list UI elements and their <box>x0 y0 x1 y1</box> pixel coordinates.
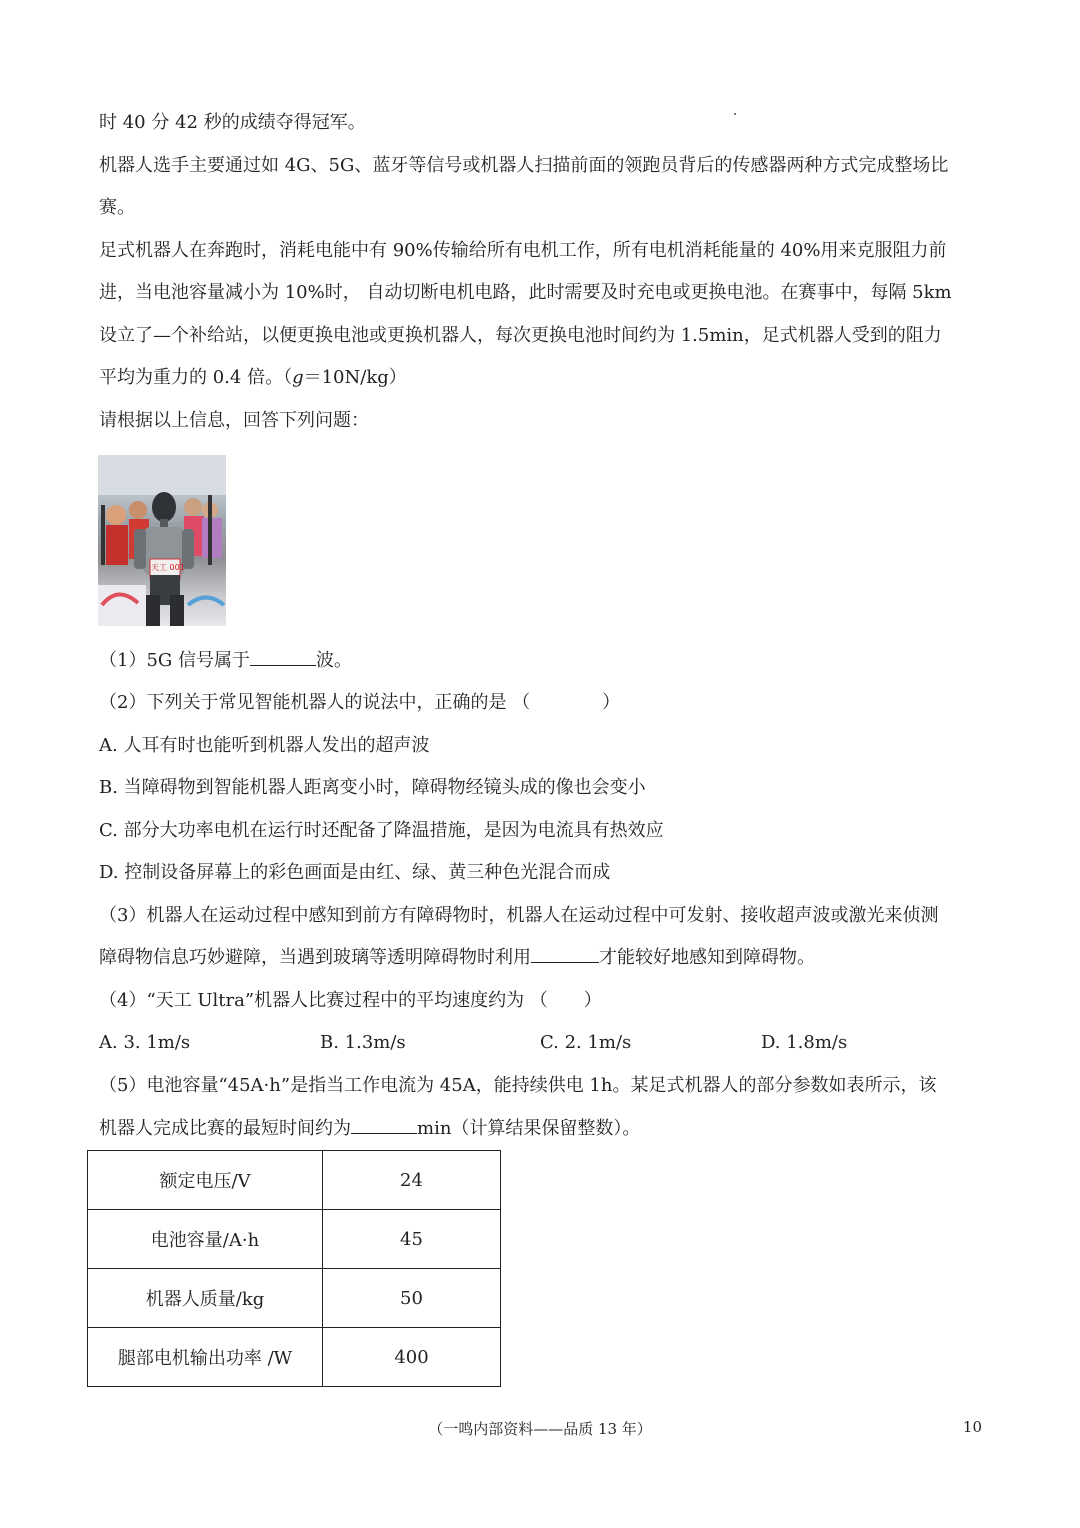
q3-answer-blank[interactable] <box>531 942 599 963</box>
q4-option-c[interactable]: C. 2. 1m/s <box>540 1032 632 1053</box>
q1-text: （1）5G 信号属于 <box>99 650 251 671</box>
table-row <box>88 1328 501 1387</box>
page-footer <box>0 1414 1080 1444</box>
robot-bib-number: 天工 001 <box>151 563 185 572</box>
table-row <box>88 1269 501 1328</box>
q1-answer-blank[interactable] <box>250 645 316 666</box>
q1-suffix: 波。 <box>316 650 353 671</box>
q2-option-d[interactable]: D. 控制设备屏幕上的彩色画面是由红、绿、黄三种色光混合而成 <box>99 862 611 883</box>
question-5-line-1: （5）电池容量“45A·h”是指当工作电流为 45A，能持续供电 1h。某足式机器人的部分参数如表所示，该 <box>99 1075 937 1096</box>
question-5-line-2 <box>99 1108 982 1151</box>
table-value: 400 <box>323 1328 501 1387</box>
q4-option-a[interactable]: A. 3. 1m/s <box>99 1032 191 1053</box>
q2-option-c[interactable]: C. 部分大功率电机在运行时还配备了降温措施，是因为电流具有热效应 <box>99 820 664 841</box>
prompt-line: 请根据以上信息，回答下列问题： <box>99 410 369 431</box>
question-3-line-2 <box>99 937 982 980</box>
table-label: 额定电压/V <box>88 1151 323 1210</box>
intro-line-7 <box>99 357 982 400</box>
q2-option-a[interactable]: A. 人耳有时也能听到机器人发出的超声波 <box>99 735 430 756</box>
question-4-stem: （4）“天工 Ultra”机器人比赛过程中的平均速度约为 （ ） <box>99 990 602 1011</box>
q4-options <box>99 1022 982 1064</box>
q3-text: 障碍物信息巧妙避障，当遇到玻璃等透明障碍物时利用 <box>99 947 531 968</box>
question-2-stem: （2）下列关于常见智能机器人的说法中，正确的是 （ ） <box>99 692 621 713</box>
q4-option-b[interactable]: B. 1.3m/s <box>320 1032 406 1053</box>
table-value: 24 <box>323 1151 501 1210</box>
intro-line-2: 机器人选手主要通过如 4G、5G、蓝牙等信号或机器人扫描前面的领跑员背后的传感器两种方式完成整场比 <box>99 155 949 176</box>
q5-suffix: min（计算结果保留整数）。 <box>417 1118 641 1139</box>
table-value: 50 <box>323 1269 501 1328</box>
intro-line-7-pre: 平均为重力的 0.4 倍。（ <box>99 367 293 388</box>
intro-line-1: 时 40 分 42 秒的成绩夺得冠军。 <box>99 112 366 133</box>
intro-line-4: 足式机器人在奔跑时，消耗电能中有 90%传输给所有电机工作，所有电机消耗能量的 40%用来克服阻力前 <box>99 240 947 261</box>
table-row <box>88 1151 501 1210</box>
footer-text: （一鸣内部资料——品质 13 年） <box>428 1420 652 1438</box>
q3-suffix: 才能较好地感知到障碍物。 <box>599 947 815 968</box>
question-1 <box>99 640 982 683</box>
q4-option-d[interactable]: D. 1.8m/s <box>761 1032 848 1053</box>
table-label: 机器人质量/kg <box>88 1269 323 1328</box>
intro-line-7-post: ＝10N/kg） <box>303 367 407 388</box>
q2-option-b[interactable]: B. 当障碍物到智能机器人距离变小时，障碍物经镜头成的像也会变小 <box>99 777 646 798</box>
page-number: 10 <box>962 1418 982 1436</box>
question-3-line-1: （3）机器人在运动过程中感知到前方有障碍物时，机器人在运动过程中可发射、接收超声波或激光来侦测 <box>99 905 939 926</box>
gravity-symbol: g <box>292 367 304 388</box>
intro-line-6: 设立了—个补给站，以便更换电池或更换机器人，每次更换电池时间约为 1.5min，足式机器人受到的阻力 <box>99 325 942 346</box>
robot-photo-illustration <box>98 455 226 626</box>
q5-text: 机器人完成比赛的最短时间约为 <box>99 1118 351 1139</box>
q5-answer-blank[interactable] <box>351 1113 417 1134</box>
intro-line-3: 赛。 <box>99 197 135 218</box>
table-row <box>88 1210 501 1269</box>
robot-parameter-table <box>87 1150 501 1387</box>
table-value: 45 <box>323 1210 501 1269</box>
table-label: 腿部电机输出功率 /W <box>88 1328 323 1387</box>
robot-marathon-photo <box>98 455 226 626</box>
table-label: 电池容量/A·h <box>88 1210 323 1269</box>
intro-line-5: 进，当电池容量减小为 10%时， 自动切断电机电路，此时需要及时充电或更换电池。在赛事中，每隔 5km <box>99 282 952 303</box>
